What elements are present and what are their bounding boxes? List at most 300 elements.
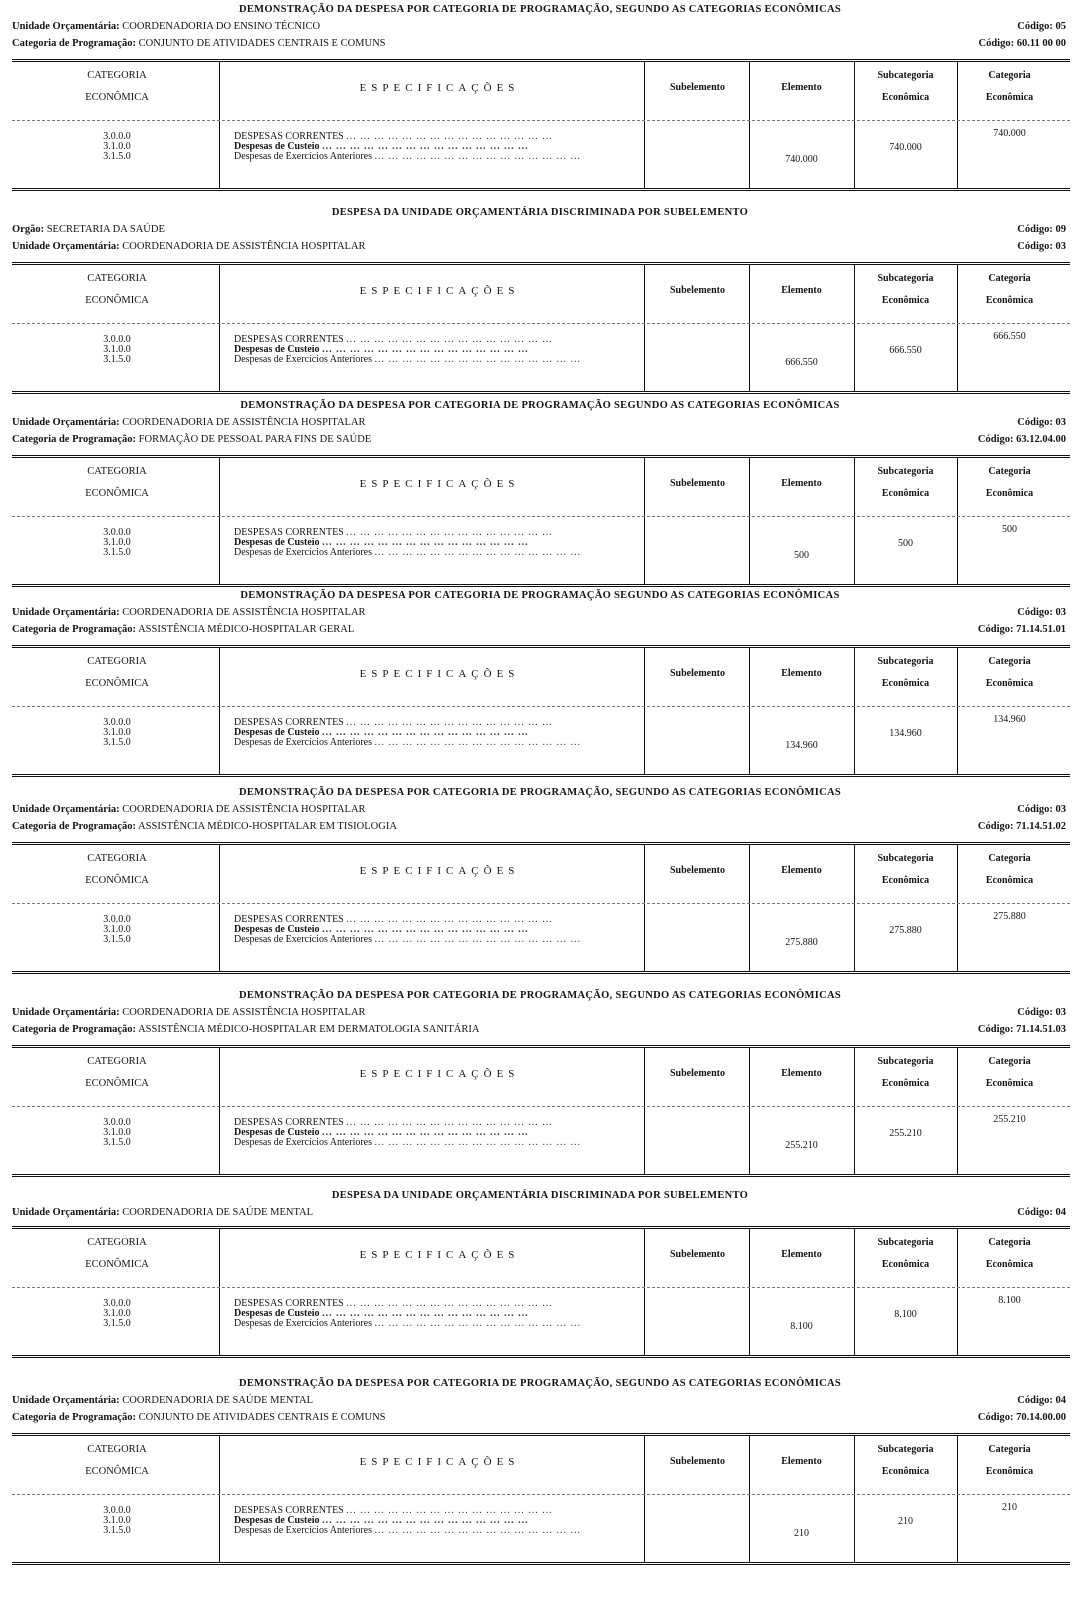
column-divider [854,845,855,971]
expense-label: Despesas de Custeio [234,1516,320,1526]
economic-code: 3.1.0.0 [103,727,131,738]
expense-row [234,1138,644,1148]
expense-label: DESPESAS CORRENTES [234,915,344,925]
header-rule [12,1287,1070,1288]
expense-rows [234,1506,644,1536]
column-header-economica: ECONÔMICA [85,92,149,103]
column-header-categoria2: Categoria [988,1237,1031,1248]
value-elemento: 666.550 [785,357,818,368]
value-categoria: 255.210 [993,1114,1026,1125]
column-header-especificacoes: ESPECIFICAÇÕES [359,668,520,680]
header-code: Código: 03 [1017,417,1066,428]
header-line [12,624,1072,638]
column-header-subcategoria: Subcategoria [877,1444,934,1455]
leader-dots: ... ... ... ... ... ... ... ... ... ... ... ... ... ... ... [374,1526,582,1536]
economic-codes [82,132,152,162]
expense-row [234,335,644,345]
expense-row [234,528,644,538]
section-title: DEMONSTRAÇÃO DA DESPESA POR CATEGORIA DE PROGRAMAÇÃO SEGUNDO AS CATEGORIAS ECONÔMICAS [240,400,840,411]
column-divider [644,845,645,971]
header-value: COORDENADORIA DE ASSISTÊNCIA HOSPITALAR [122,417,366,428]
expense-label: DESPESAS CORRENTES [234,335,344,345]
expense-table [12,262,1070,394]
column-header-subcategoria: Subcategoria [877,1056,934,1067]
column-divider [644,265,645,391]
column-header-economica: ECONÔMICA [85,875,149,886]
header-label: Unidade Orçamentária: [12,1007,120,1018]
expense-table [12,1433,1070,1565]
value-subcategoria: 666.550 [889,345,922,356]
economic-codes [82,1118,152,1148]
expense-row [234,538,644,548]
column-divider [749,1229,750,1355]
column-header-subelemento: Subelemento [670,1068,725,1079]
column-divider [854,1436,855,1562]
column-divider [219,845,220,971]
leader-dots: ... ... ... ... ... ... ... ... ... ... ... ... ... ... ... [374,1138,582,1148]
column-divider [749,648,750,774]
column-header-especificacoes: ESPECIFICAÇÕES [359,285,520,297]
expense-row [234,1309,644,1319]
header-line [12,224,1072,238]
expense-row [234,548,644,558]
header-rule [12,903,1070,904]
header-line [12,417,1072,431]
expense-row [234,915,644,925]
header-line [12,1007,1072,1021]
expense-label: Despesas de Exercícios Anteriores [234,738,373,748]
header-value: SECRETARIA DA SAÚDE [46,224,165,235]
expense-row [234,152,644,162]
expense-row [234,142,644,152]
header-line [12,1412,1072,1426]
expense-row [234,1118,644,1128]
header-rule [12,323,1070,324]
column-header-economica2: Econômica [881,1466,930,1477]
header-line [12,1024,1072,1038]
value-elemento: 500 [794,550,809,561]
column-header-categoria: CATEGORIA [87,70,147,81]
header-value: CONJUNTO DE ATIVIDADES CENTRAIS E COMUNS [138,38,386,49]
column-divider [644,1048,645,1174]
column-header-economica3: Econômica [985,875,1034,886]
header-label: Unidade Orçamentária: [12,1395,120,1406]
expense-label: Despesas de Custeio [234,142,320,152]
column-header-economica2: Econômica [881,1259,930,1270]
economic-code: 3.0.0.0 [103,717,131,728]
header-label: Unidade Orçamentária: [12,804,120,815]
header-value: COORDENADORIA DE ASSISTÊNCIA HOSPITALAR [122,1007,366,1018]
column-divider [854,458,855,584]
expense-row [234,718,644,728]
header-line [12,38,1072,52]
column-header-categoria: CATEGORIA [87,1056,147,1067]
column-divider [219,458,220,584]
header-line [12,804,1072,818]
column-divider [957,1229,958,1355]
column-header-economica2: Econômica [881,678,930,689]
column-header-economica3: Econômica [985,1466,1034,1477]
leader-dots: ... ... ... ... ... ... ... ... ... ... ... ... ... ... ... [322,1309,529,1319]
value-elemento: 255.210 [785,1140,818,1151]
column-divider [854,1229,855,1355]
value-categoria: 275.880 [993,911,1026,922]
column-divider [219,265,220,391]
expense-label: DESPESAS CORRENTES [234,132,344,142]
header-rule [12,706,1070,707]
leader-dots: ... ... ... ... ... ... ... ... ... ... ... ... ... ... ... [346,335,553,345]
header-value: FORMAÇÃO DE PESSOAL PARA FINS DE SAÚDE [138,434,372,445]
column-divider [854,62,855,188]
column-divider [749,845,750,971]
expense-row [234,1319,644,1329]
header-rule [12,120,1070,121]
column-divider [644,1436,645,1562]
value-subcategoria: 134.960 [889,728,922,739]
column-header-especificacoes: ESPECIFICAÇÕES [359,478,520,490]
leader-dots: ... ... ... ... ... ... ... ... ... ... ... ... ... ... ... [374,1319,582,1329]
leader-dots: ... ... ... ... ... ... ... ... ... ... ... ... ... ... ... [322,142,529,152]
expense-label: Despesas de Custeio [234,1128,320,1138]
column-header-subelemento: Subelemento [670,668,725,679]
economic-code: 3.0.0.0 [103,1298,131,1309]
column-header-elemento: Elemento [781,668,822,679]
header-code: Código: 04 [1017,1395,1066,1406]
column-header-subcategoria: Subcategoria [877,466,934,477]
column-divider [957,458,958,584]
column-header-economica: ECONÔMICA [85,678,149,689]
value-subcategoria: 740.000 [889,142,922,153]
leader-dots: ... ... ... ... ... ... ... ... ... ... ... ... ... ... ... [322,728,529,738]
economic-code: 3.1.0.0 [103,141,131,152]
column-header-economica3: Econômica [985,488,1034,499]
economic-codes [82,1299,152,1329]
budget-section [8,4,1072,200]
header-value: ASSISTÊNCIA MÉDICO-HOSPITALAR GERAL [138,624,355,635]
expense-rows [234,528,644,558]
header-value: COORDENADORIA DO ENSINO TÉCNICO [122,21,321,32]
column-header-categoria2: Categoria [988,273,1031,284]
header-line [12,1207,1072,1221]
header-label: Categoria de Programação: [12,38,137,49]
column-header-categoria: CATEGORIA [87,466,147,477]
leader-dots: ... ... ... ... ... ... ... ... ... ... ... ... ... ... ... [374,935,582,945]
column-header-subelemento: Subelemento [670,82,725,93]
column-divider [957,265,958,391]
value-elemento: 134.960 [785,740,818,751]
column-header-elemento: Elemento [781,1249,822,1260]
column-header-subelemento: Subelemento [670,478,725,489]
leader-dots: ... ... ... ... ... ... ... ... ... ... ... ... ... ... ... [322,345,529,355]
economic-code: 3.0.0.0 [103,1117,131,1128]
column-header-economica2: Econômica [881,875,930,886]
expense-label: Despesas de Custeio [234,728,320,738]
column-divider [749,1436,750,1562]
header-line [12,1395,1072,1409]
column-divider [749,265,750,391]
expense-rows [234,1299,644,1329]
header-label: Categoria de Programação: [12,1024,137,1035]
header-line [12,821,1072,835]
column-header-categoria2: Categoria [988,853,1031,864]
economic-code: 3.1.0.0 [103,1127,131,1138]
header-label: Unidade Orçamentária: [12,1207,120,1218]
section-title: DESPESA DA UNIDADE ORÇAMENTÁRIA DISCRIMINADA POR SUBELEMENTO [331,207,749,218]
expense-label: DESPESAS CORRENTES [234,718,344,728]
expense-label: Despesas de Exercícios Anteriores [234,355,373,365]
column-header-subcategoria: Subcategoria [877,1237,934,1248]
leader-dots: ... ... ... ... ... ... ... ... ... ... ... ... ... ... ... [346,528,553,538]
value-subcategoria: 8.100 [894,1309,917,1320]
leader-dots: ... ... ... ... ... ... ... ... ... ... ... ... ... ... ... [374,152,582,162]
expense-rows [234,1118,644,1148]
column-header-especificacoes: ESPECIFICAÇÕES [359,1456,520,1468]
leader-dots: ... ... ... ... ... ... ... ... ... ... ... ... ... ... ... [346,1118,553,1128]
value-elemento: 275.880 [785,937,818,948]
value-categoria: 740.000 [993,128,1026,139]
column-header-economica3: Econômica [985,295,1034,306]
economic-code: 3.1.5.0 [103,737,131,748]
column-header-elemento: Elemento [781,82,822,93]
header-rule [12,516,1070,517]
header-value: COORDENADORIA DE ASSISTÊNCIA HOSPITALAR [122,804,366,815]
section-title: DEMONSTRAÇÃO DA DESPESA POR CATEGORIA DE PROGRAMAÇÃO SEGUNDO AS CATEGORIAS ECONÔMICAS [240,590,840,601]
expense-row [234,935,644,945]
column-header-categoria2: Categoria [988,70,1031,81]
economic-codes [82,718,152,748]
value-subcategoria: 210 [898,1516,913,1527]
economic-code: 3.1.0.0 [103,1515,131,1526]
budget-section [8,590,1072,786]
column-header-elemento: Elemento [781,478,822,489]
expense-label: Despesas de Exercícios Anteriores [234,1138,373,1148]
column-header-economica3: Econômica [985,92,1034,103]
header-value: COORDENADORIA DE SAÚDE MENTAL [122,1395,314,1406]
leader-dots: ... ... ... ... ... ... ... ... ... ... ... ... ... ... ... [346,1506,553,1516]
column-divider [749,1048,750,1174]
economic-code: 3.1.5.0 [103,151,131,162]
column-header-economica2: Econômica [881,1078,930,1089]
economic-codes [82,915,152,945]
economic-code: 3.1.5.0 [103,1137,131,1148]
column-divider [219,1048,220,1174]
economic-code: 3.0.0.0 [103,527,131,538]
budget-section [8,1378,1072,1574]
expense-row [234,345,644,355]
economic-code: 3.0.0.0 [103,1505,131,1516]
column-header-categoria: CATEGORIA [87,273,147,284]
header-label: Orgão: [12,224,45,235]
leader-dots: ... ... ... ... ... ... ... ... ... ... ... ... ... ... ... [374,355,582,365]
leader-dots: ... ... ... ... ... ... ... ... ... ... ... ... ... ... ... [374,738,582,748]
header-code: Código: 09 [1017,224,1066,235]
economic-code: 3.1.0.0 [103,924,131,935]
leader-dots: ... ... ... ... ... ... ... ... ... ... ... ... ... ... ... [346,1299,553,1309]
expense-rows [234,718,644,748]
expense-label: DESPESAS CORRENTES [234,528,344,538]
column-header-subelemento: Subelemento [670,865,725,876]
column-divider [749,458,750,584]
leader-dots: ... ... ... ... ... ... ... ... ... ... ... ... ... ... ... [346,718,553,728]
expense-rows [234,915,644,945]
header-value: COORDENADORIA DE SAÚDE MENTAL [122,1207,314,1218]
column-header-economica3: Econômica [985,1259,1034,1270]
column-divider [644,1229,645,1355]
column-divider [644,648,645,774]
value-subcategoria: 255.210 [889,1128,922,1139]
column-divider [219,648,220,774]
economic-code: 3.1.5.0 [103,547,131,558]
header-label: Categoria de Programação: [12,821,137,832]
economic-code: 3.1.5.0 [103,934,131,945]
header-value: COORDENADORIA DE ASSISTÊNCIA HOSPITALAR [122,607,366,618]
column-header-subelemento: Subelemento [670,1456,725,1467]
header-label: Categoria de Programação: [12,1412,137,1423]
header-line [12,434,1072,448]
budget-section [8,1190,1072,1386]
column-header-especificacoes: ESPECIFICAÇÕES [359,1249,520,1261]
economic-code: 3.0.0.0 [103,131,131,142]
header-code: Código: 03 [1017,1007,1066,1018]
header-label: Unidade Orçamentária: [12,607,120,618]
leader-dots: ... ... ... ... ... ... ... ... ... ... ... ... ... ... ... [346,915,553,925]
expense-row [234,728,644,738]
leader-dots: ... ... ... ... ... ... ... ... ... ... ... ... ... ... ... [374,548,582,558]
column-header-economica3: Econômica [985,678,1034,689]
expense-label: Despesas de Custeio [234,538,320,548]
column-divider [957,845,958,971]
expense-row [234,355,644,365]
expense-label: Despesas de Exercícios Anteriores [234,1319,373,1329]
column-header-economica2: Econômica [881,295,930,306]
leader-dots: ... ... ... ... ... ... ... ... ... ... ... ... ... ... ... [346,132,553,142]
column-divider [749,62,750,188]
header-code: Código: 03 [1017,804,1066,815]
expense-label: Despesas de Exercícios Anteriores [234,935,373,945]
expense-label: Despesas de Custeio [234,345,320,355]
expense-row [234,738,644,748]
column-divider [854,265,855,391]
column-header-subelemento: Subelemento [670,1249,725,1260]
column-header-categoria: CATEGORIA [87,656,147,667]
column-divider [644,62,645,188]
header-value: ASSISTÊNCIA MÉDICO-HOSPITALAR EM DERMATOLOGIA SANITÁRIA [138,1024,480,1035]
section-title: DEMONSTRAÇÃO DA DESPESA POR CATEGORIA DE PROGRAMAÇÃO, SEGUNDO AS CATEGORIAS ECONÔMICAS [238,787,842,798]
column-header-subcategoria: Subcategoria [877,273,934,284]
header-code: Código: 04 [1017,1207,1066,1218]
column-header-economica: ECONÔMICA [85,1466,149,1477]
column-header-categoria2: Categoria [988,466,1031,477]
column-header-economica2: Econômica [881,92,930,103]
economic-code: 3.1.0.0 [103,1308,131,1319]
header-label: Categoria de Programação: [12,624,137,635]
header-code: Código: 63.12.04.00 [977,434,1066,445]
column-header-economica: ECONÔMICA [85,488,149,499]
column-header-economica: ECONÔMICA [85,1078,149,1089]
header-code: Código: 03 [1017,607,1066,618]
value-elemento: 740.000 [785,154,818,165]
column-header-especificacoes: ESPECIFICAÇÕES [359,865,520,877]
column-header-categoria: CATEGORIA [87,853,147,864]
header-code: Código: 05 [1017,21,1066,32]
header-line [12,607,1072,621]
budget-section [8,787,1072,983]
column-header-elemento: Elemento [781,865,822,876]
expense-row [234,1516,644,1526]
column-header-categoria: CATEGORIA [87,1237,147,1248]
header-label: Unidade Orçamentária: [12,417,120,428]
column-header-subcategoria: Subcategoria [877,70,934,81]
leader-dots: ... ... ... ... ... ... ... ... ... ... ... ... ... ... ... [322,1516,529,1526]
header-label: Unidade Orçamentária: [12,21,120,32]
leader-dots: ... ... ... ... ... ... ... ... ... ... ... ... ... ... ... [322,1128,529,1138]
header-rule [12,1494,1070,1495]
expense-rows [234,132,644,162]
column-header-categoria2: Categoria [988,656,1031,667]
header-value: CONJUNTO DE ATIVIDADES CENTRAIS E COMUNS [138,1412,386,1423]
header-value: COORDENADORIA DE ASSISTÊNCIA HOSPITALAR [122,241,366,252]
section-title: DEMONSTRAÇÃO DA DESPESA POR CATEGORIA DE PROGRAMAÇÃO, SEGUNDO AS CATEGORIAS ECONÔMICAS [238,4,842,15]
economic-code: 3.1.5.0 [103,354,131,365]
expense-table [12,1045,1070,1177]
column-header-especificacoes: ESPECIFICAÇÕES [359,1068,520,1080]
column-header-economica: ECONÔMICA [85,1259,149,1270]
economic-code: 3.1.5.0 [103,1318,131,1329]
expense-label: DESPESAS CORRENTES [234,1506,344,1516]
header-code: Código: 60.11 00 00 [978,38,1066,49]
economic-code: 3.1.0.0 [103,344,131,355]
section-title: DEMONSTRAÇÃO DA DESPESA POR CATEGORIA DE PROGRAMAÇÃO, SEGUNDO AS CATEGORIAS ECONÔMICAS [238,990,842,1001]
header-code: Código: 70.14.00.00 [977,1412,1066,1423]
section-title: DEMONSTRAÇÃO DA DESPESA POR CATEGORIA DE PROGRAMAÇÃO, SEGUNDO AS CATEGORIAS ECONÔMICAS [238,1378,842,1389]
value-categoria: 500 [1002,524,1017,535]
expense-table [12,645,1070,777]
header-rule [12,1106,1070,1107]
expense-row [234,132,644,142]
header-code: Código: 71.14.51.03 [977,1024,1066,1035]
expense-row [234,1128,644,1138]
column-divider [854,648,855,774]
column-header-categoria2: Categoria [988,1056,1031,1067]
expense-label: Despesas de Exercícios Anteriores [234,1526,373,1536]
leader-dots: ... ... ... ... ... ... ... ... ... ... ... ... ... ... ... [322,925,529,935]
header-code: Código: 71.14.51.02 [977,821,1066,832]
economic-code: 3.1.0.0 [103,537,131,548]
column-header-economica2: Econômica [881,488,930,499]
budget-section [8,207,1072,403]
expense-label: Despesas de Exercícios Anteriores [234,152,373,162]
column-divider [219,1436,220,1562]
expense-row [234,1526,644,1536]
value-categoria: 8.100 [998,1295,1021,1306]
column-divider [219,1229,220,1355]
header-code: Código: 71.14.51.01 [977,624,1066,635]
column-header-elemento: Elemento [781,1068,822,1079]
column-header-especificacoes: ESPECIFICAÇÕES [359,82,520,94]
expense-label: Despesas de Custeio [234,1309,320,1319]
expense-label: Despesas de Exercícios Anteriores [234,548,373,558]
column-header-subelemento: Subelemento [670,285,725,296]
value-categoria: 666.550 [993,331,1026,342]
expense-label: Despesas de Custeio [234,925,320,935]
column-divider [644,458,645,584]
header-line [12,21,1072,35]
header-label: Categoria de Programação: [12,434,137,445]
column-header-elemento: Elemento [781,285,822,296]
budget-section [8,400,1072,596]
expense-row [234,1506,644,1516]
column-header-subcategoria: Subcategoria [877,853,934,864]
